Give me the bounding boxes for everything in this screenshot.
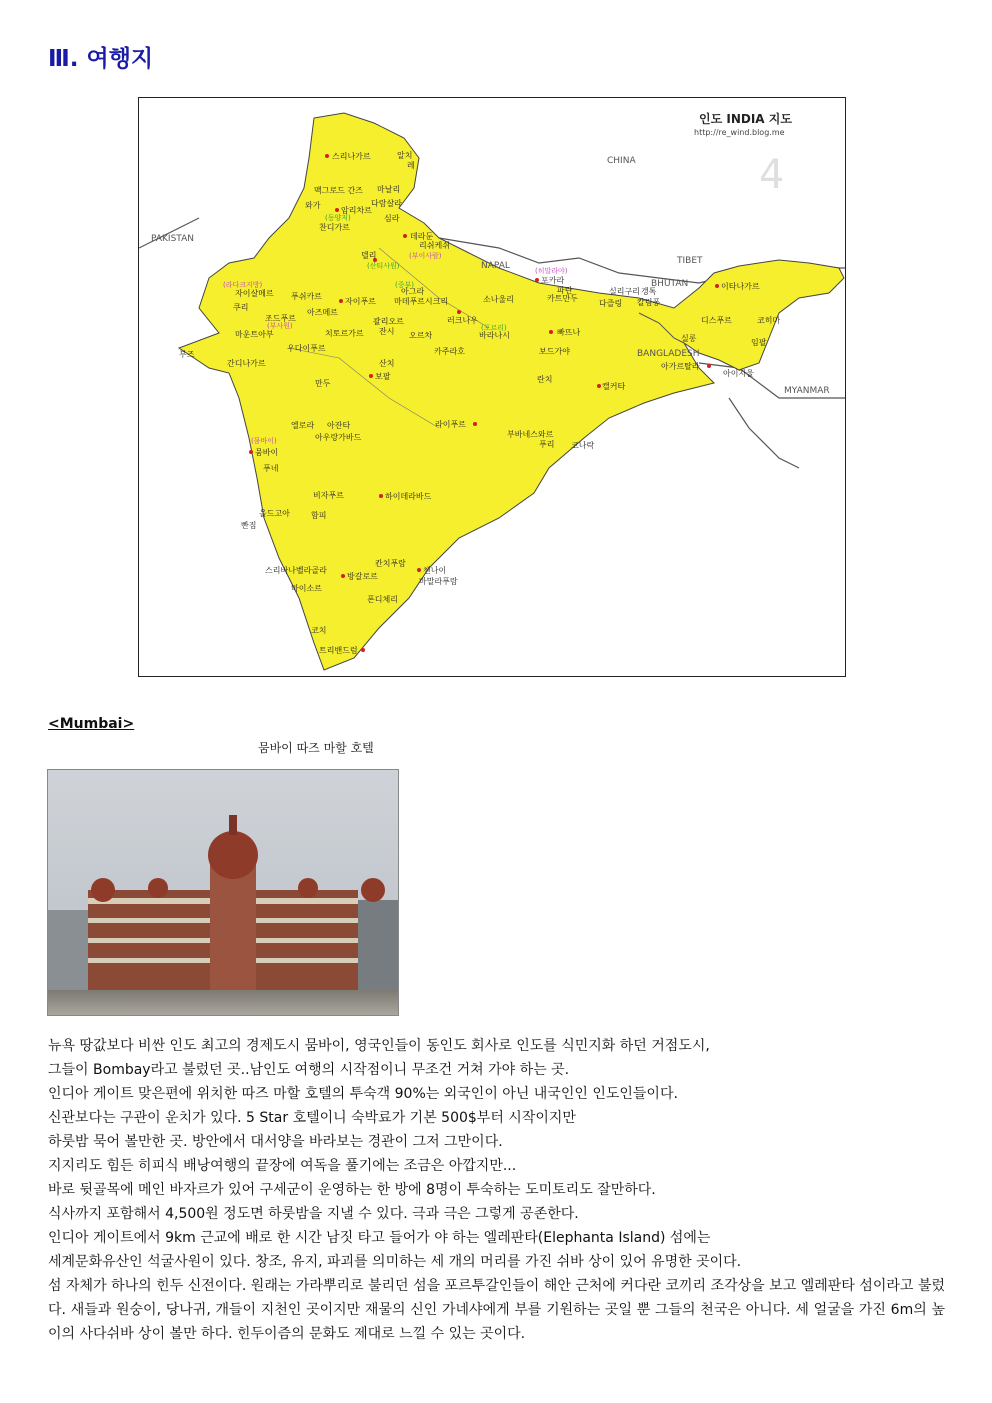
city-label: 소나울리 (483, 295, 514, 304)
city-label: 하이데라바드 (385, 492, 432, 501)
city-label: 방갈로르 (347, 572, 378, 581)
svg-text:(히말라야): (히말라야) (535, 267, 568, 275)
city-label: 아가르탈라 (661, 362, 700, 371)
country-label: MYANMAR (784, 386, 830, 396)
city-label: 조드푸르 (265, 314, 296, 323)
city-label: 마날리 (377, 185, 401, 194)
city-label: 폰디체리 (367, 595, 398, 604)
city-label: 보드가야 (539, 347, 570, 356)
city-label: 이타나가르 (721, 282, 760, 291)
map-title: 인도 INDIA 지도 (699, 112, 792, 126)
city-label: 갱톡 (641, 287, 657, 296)
city-label: 데라둔 (410, 232, 434, 241)
text-line: 지지리도 힘든 히피식 배낭여행의 끝장에 여독을 풀기에는 조금은 아깝지만... (48, 1158, 517, 1174)
india-landmass (179, 113, 844, 670)
city-label: 코히마 (757, 316, 781, 325)
text-line: 인디아 게이트 맞은편에 위치한 따즈 마할 호텔의 투숙객 90%는 외국인이 아닌 내국인인 인도인들이다. (48, 1086, 678, 1102)
city-label: 만두 (315, 379, 331, 388)
city-label: 치토르가르 (325, 329, 364, 338)
map-watermark: 4 (759, 152, 785, 198)
city-label: 아우랑가바드 (315, 433, 362, 442)
city-label: 괄리오르 (373, 317, 404, 326)
svg-text:(부사원): (부사원) (267, 322, 293, 330)
city-label: 리쉬케쉬 (419, 241, 450, 250)
city-label: 코나락 (571, 441, 595, 450)
city-label: 칸치푸람 (375, 559, 406, 568)
city-label: 찬디가르 (319, 223, 350, 232)
city-label: 우다이푸르 (287, 344, 326, 353)
city-label: 산치 (379, 359, 395, 368)
city-label: 카트만두 (547, 294, 578, 303)
city-label: 간디나가르 (227, 359, 266, 368)
city-label: 아그라 (401, 287, 425, 296)
city-label: 자이푸르 (345, 297, 376, 306)
city-label: 와가 (305, 201, 321, 210)
city-label: 암리차르 (341, 206, 372, 215)
city-label: 푸쉬카르 (291, 292, 322, 301)
svg-text:(동양저): (동양저) (325, 214, 351, 222)
city-label: 잔시 (379, 327, 395, 336)
text-line: 바로 뒷골목에 메인 바자르가 있어 구세군이 운영하는 한 방에 8명이 투숙하는 도미토리도 잘만하다. (48, 1182, 656, 1198)
city-label: 마데푸르시크리 (394, 297, 449, 306)
country-label: NAPAL (481, 261, 510, 271)
city-label: 실롱 (681, 334, 697, 343)
city-label: 마말라푸람 (419, 577, 458, 586)
country-label: BANGLADESH (637, 349, 700, 359)
city-label: 부바네스와르 (507, 430, 554, 439)
mumbai-heading: <Mumbai> (48, 716, 135, 732)
city-label: 마운트아부 (235, 330, 274, 339)
city-label: 캘커타 (602, 382, 626, 391)
city-label: 심라 (384, 214, 400, 223)
city-label: 스리나가르 (332, 152, 371, 161)
map-url: http://re_wind.blog.me (694, 128, 785, 137)
city-label: 코치 (311, 626, 327, 635)
text-line: 식사까지 포함해서 4,500원 정도면 하룻밤을 지낼 수 있다. 극과 극은 그렇게 공존한다. (48, 1206, 579, 1222)
city-label: 다즐링 (599, 299, 623, 308)
city-label: 마이소르 (291, 584, 322, 593)
city-label: 디스푸르 (701, 316, 732, 325)
city-label: 스리바나벨라골라 (265, 566, 327, 575)
city-label: 칼림퐁 (637, 298, 661, 307)
city-label: 뭄바이 (255, 448, 279, 457)
svg-text:(부이사람): (부이사람) (409, 252, 442, 260)
text-line: 뉴욕 땅값보다 비싼 인도 최고의 경제도시 뭄바이, 영국인들이 동인도 회사로 인도를 식민지화 하던 거점도시, (48, 1038, 710, 1054)
city-label: 라이푸르 (435, 420, 466, 429)
city-label: 맥그로드 간즈 (314, 186, 363, 195)
svg-text:(중부): (중부) (395, 281, 414, 289)
city-label: 보팔 (375, 372, 391, 381)
country-label: BHUTAN (651, 279, 689, 289)
svg-text:(포르리): (포르리) (481, 324, 507, 332)
city-label: 자이살메르 (235, 289, 274, 298)
city-label: 함피 (311, 511, 327, 520)
country-label: CHINA (607, 156, 636, 166)
city-label: 파탄 (557, 286, 573, 295)
svg-text:(산티사원): (산티사원) (367, 262, 400, 270)
city-label: 러크나우 (447, 316, 478, 325)
mumbai-description (48, 1034, 945, 1346)
city-label: 아즈메르 (307, 308, 338, 317)
city-label: 트리밴드럼 (319, 646, 358, 655)
india-map (138, 97, 846, 677)
svg-text:(뭄바이): (뭄바이) (251, 437, 277, 445)
taj-mahal-hotel-photo (47, 769, 399, 1016)
city-label: 카주라호 (434, 347, 465, 356)
india-map-graphic (139, 98, 845, 676)
text-line: 세계문화유산인 석굴사원이 있다. 창조, 유지, 파괴를 의미하는 세 개의 머리를 가진 쉬바 상이 있어 유명한 곳이다. (48, 1254, 742, 1270)
text-paragraph: 섬 자체가 하나의 힌두 신전이다. 원래는 가라뿌리로 불리던 섬을 포르투갈인들이 해안 근처에 커다란 코끼리 조각상을 보고 엘레판타 섬이라고 불렀다. 새들과 원숭이, 당나귀, 개들이 지천인 곳이지만 재물의 신인 가네샤에게 부를 기원하는 곳일 뿐 그들의 천국은 아니다. 세 얼굴을 가진 6m의 높이의 사다쉬바 상이 볼만 하다. 힌두이즘의 문화도 제대로 느낄 수 있는 곳이다. (48, 1278, 945, 1342)
city-label: 올드고아 (259, 509, 290, 518)
section-title: Ⅲ. 여행지 (48, 46, 154, 72)
city-label: 실리구리 (609, 287, 640, 296)
country-label: TIBET (677, 256, 703, 266)
city-label: 부즈 (179, 350, 195, 359)
text-line: 하룻밤 묵어 볼만한 곳. 방안에서 대서양을 바라보는 경관이 그저 그만이다. (48, 1134, 503, 1150)
city-label: 란치 (537, 375, 553, 384)
city-label: 쿠리 (233, 303, 249, 312)
city-label: 비자푸르 (313, 491, 344, 500)
photo-caption: 뭄바이 따즈 마할 호텔 (258, 741, 374, 755)
city-label: 레 (407, 161, 415, 170)
city-label: 포카라 (541, 276, 565, 285)
city-label: 임팔 (751, 338, 767, 347)
country-label: PAKISTAN (151, 234, 194, 244)
city-label: 델리 (361, 251, 377, 260)
city-label: 바라나시 (479, 331, 510, 340)
city-label: 빠뜨나 (557, 328, 581, 337)
text-line: 인디아 게이트에서 9km 근교에 배로 한 시간 남짓 타고 들어가 야 하는 엘레판타(Elephanta Island) 섬에는 (48, 1230, 711, 1246)
city-label: 알치 (397, 151, 413, 160)
text-line: 그들이 Bombay라고 불렀던 곳..남인도 여행의 시작점이니 무조건 거쳐 가야 하는 곳. (48, 1062, 570, 1078)
city-label: 빤짐 (241, 521, 257, 530)
text-line: 신관보다는 구관이 운치가 있다. 5 Star 호텔이니 숙박료가 기본 500$부터 시작이지만 (48, 1110, 576, 1126)
city-label: 다람살라 (371, 199, 402, 208)
svg-text:(라다크지방): (라다크지방) (223, 281, 263, 289)
city-label: 푸리 (539, 440, 555, 449)
city-label: 푸네 (263, 464, 279, 473)
city-label: 첸나이 (423, 566, 447, 575)
city-label: 아이자울 (723, 369, 754, 378)
city-label: 아잔타 (327, 421, 351, 430)
city-label: 엘로라 (291, 421, 315, 430)
city-label: 오르차 (409, 331, 433, 340)
